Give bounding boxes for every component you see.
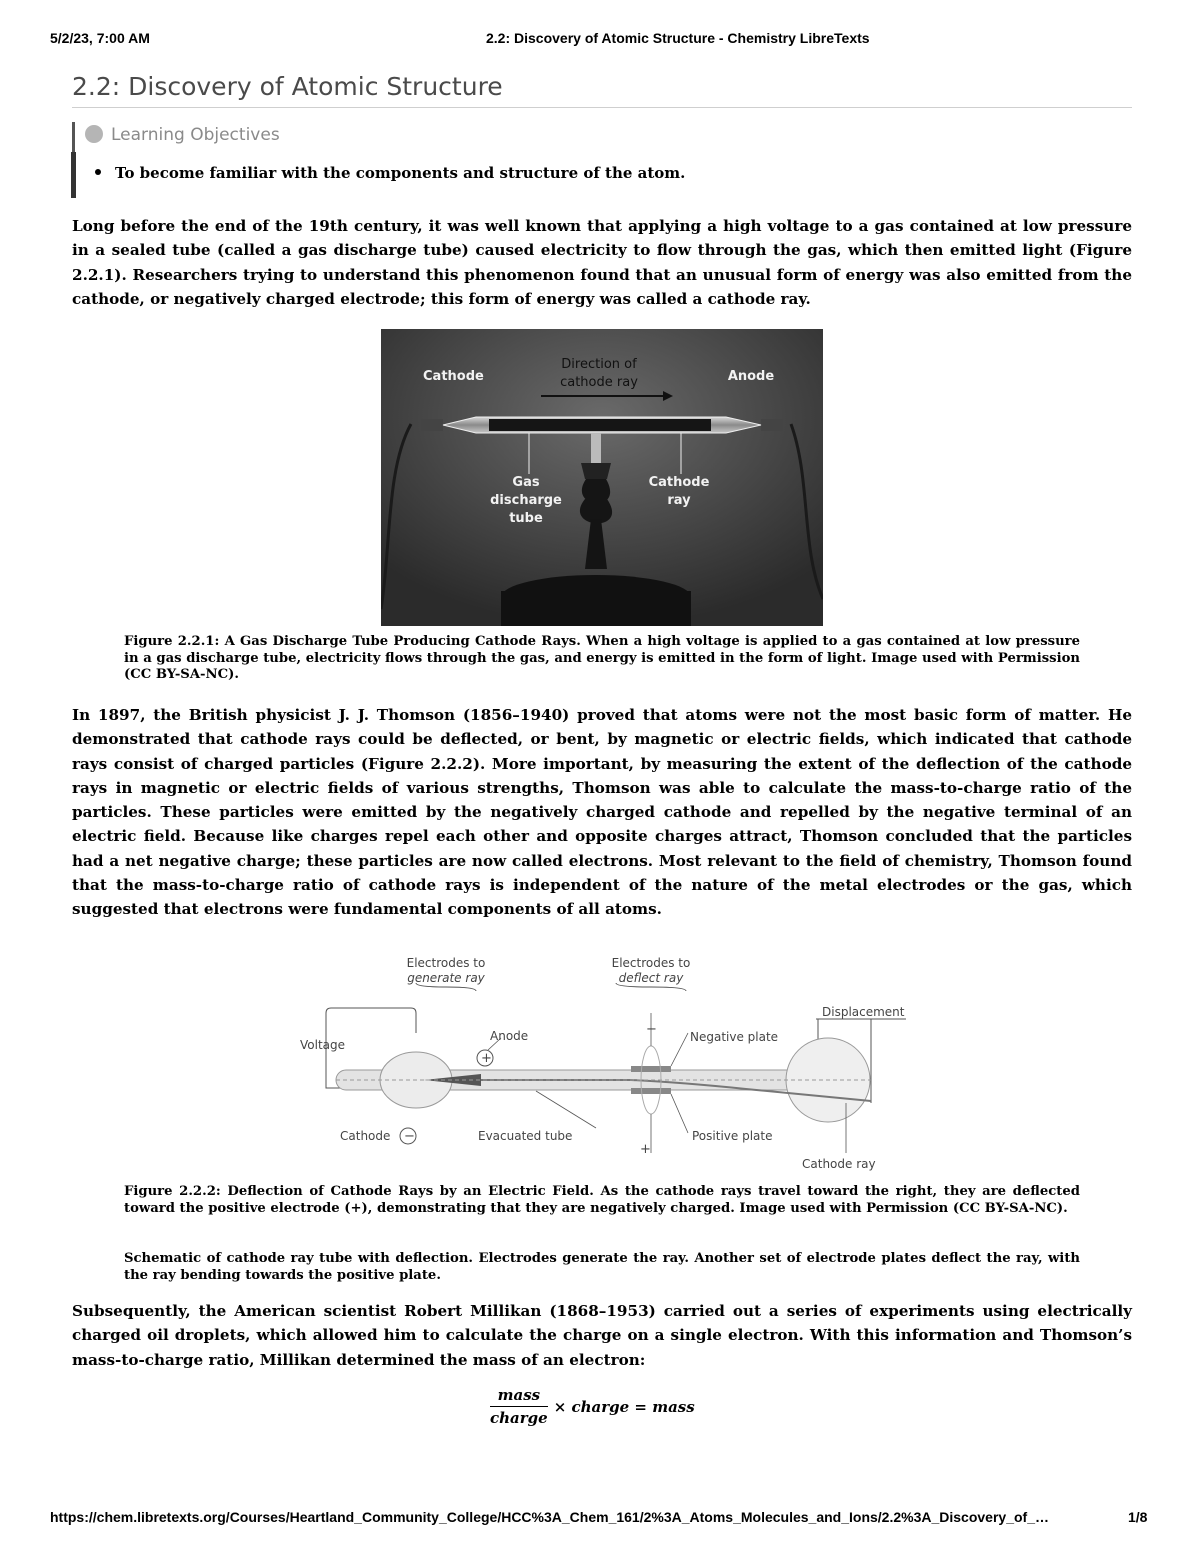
objective-text: To become familiar with the components and structure of the atom. [115,164,686,182]
fraction-denominator: charge [490,1409,548,1427]
objective-item [95,164,685,182]
cathode-minus-sign: − [404,1129,415,1144]
print-page-title: 2.2: Discovery of Atomic Structure - Chemistry LibreTexts [486,30,870,46]
left-clip [421,419,443,431]
objectives-accent-bar [71,152,76,198]
positive-pointer [671,1094,688,1133]
label-ray-2: ray [667,493,691,508]
negative-pointer [671,1033,688,1066]
label-def-1: Electrodes to [611,956,691,970]
label-displacement: Displacement [822,1005,905,1019]
right-clip [761,419,783,431]
bullet-icon [95,169,101,175]
figure2-caption: Figure 2.2.2: Deflection of Cathode Rays by an Electric Field. As the cathode rays travel toward the right, they are deflected toward the positive electrode (+), demonstrating that they are negatively charged. Image used with Permission (CC BY-SA-NC). [124,1184,1080,1216]
label-evacuated-tube: Evacuated tube [478,1129,573,1143]
label-direction-1: Direction of [561,357,637,372]
objectives-icon [85,125,103,143]
label-cathode: Cathode [340,1129,391,1143]
positive-plate [631,1088,671,1094]
mass-charge-fraction [490,1386,548,1427]
label-direction-2: cathode ray [560,375,638,390]
learning-objectives-title [85,125,280,145]
label-gas-3: tube [509,511,543,526]
deflection-schematic [296,953,906,1175]
label-voltage: Voltage [300,1038,346,1052]
mass-equation [490,1386,695,1427]
tube-pointer [536,1091,596,1128]
voltage-circuit-top [326,1008,416,1038]
label-anode: Anode [490,1029,529,1043]
tube-stem [591,433,601,463]
figure1-caption: Figure 2.2.1: A Gas Discharge Tube Producing Cathode Rays. When a high voltage is applied to a gas contained at low pressure in a gas discharge tube, electricity flows through the gas, and energy is emitted in the form of light. Image used with Permission (CC BY-SA-NC). [124,634,1080,682]
figure-cathode-ray-deflection [296,953,906,1175]
paragraph-intro: Long before the end of the 19th century, it was well known that applying a high voltage to a gas contained at low pressure in a sealed tube (called a gas discharge tube) caused electricity to flow through the gas, which then emitted light (Figure 2.2.1). Researchers trying to understand this phenomenon found that an unusual form of energy was also emitted from the cathode, or negatively charged electrode; this form of energy was called a cathode ray. [72,217,1132,308]
fraction-numerator: mass [490,1386,548,1407]
paragraph-millikan: Subsequently, the American scientist Robert Millikan (1868–1953) carried out a series of experiments using electrically charged oil droplets, which allowed him to calculate the charge on a single electron. With this information and Thomson’s mass-to-charge ratio, Millikan determined the mass of an electron: [72,1302,1132,1369]
label-negative-plate: Negative plate [690,1030,779,1044]
label-ray-1: Cathode [648,475,710,490]
page-number: 1/8 [1128,1509,1148,1525]
label-anode: Anode [727,369,775,384]
print-datetime: 5/2/23, 7:00 AM [50,30,150,46]
negative-plate [631,1066,671,1072]
label-gen-2: generate ray [407,971,485,985]
label-gas-2: discharge [490,493,562,508]
page-title: 2.2: Discovery of Atomic Structure [72,72,1132,108]
print-url: https://chem.libretexts.org/Courses/Heartland_Community_College/HCC%3A_Chem_161/2%3A_Atoms_Molecules_and_Ions/2.2%3A_Discovery_of_… [50,1509,1049,1525]
cathode-ray-band [489,419,711,431]
label-cathode: Cathode [423,369,484,384]
gas-discharge-tube-illustration [381,329,823,626]
label-gen-1: Electrodes to [406,956,486,970]
positive-plus-sign: + [640,1142,651,1157]
learning-objectives-box [72,122,1135,198]
equation-rest: × charge = mass [553,1397,695,1416]
label-gas-1: Gas [512,475,540,490]
figure2-description: Schematic of cathode ray tube with deflection. Electrodes generate the ray. Another set of electrode plates deflect the ray, with the ray bending towards the positive plate. [124,1251,1080,1283]
label-def-2: deflect ray [618,971,684,985]
stand-neck [580,479,612,523]
stand-base-lower [501,591,691,626]
stand-collar [581,463,611,479]
paragraph-thomson: In 1897, the British physicist J. J. Thomson (1856–1940) proved that atoms were not the most basic form of matter. He demonstrated that cathode rays could be deflected, or bent, by magnetic or electric fields, which indicated that cathode rays consist of charged particles (Figure 2.2.2). More important, by measuring the extent of the deflection of the cathode rays in magnetic or electric fields of various strengths, Thomson was able to calculate the mass-to-charge ratio of the particles. These particles were emitted by the negatively charged cathode and repelled by the negative terminal of an electric field. Because like charges repel each other and opposite charges attract, Thomson concluded that the particles had a net negative charge; these particles are now called electrons. Most relevant to the field of chemistry, Thomson found that the mass-to-charge ratio of cathode rays is independent of the nature of the metal electrodes or the gas, which suggested that electrons were fundamental components of all atoms. [72,706,1132,919]
learning-objectives-label: Learning Objectives [111,125,280,145]
label-cathode-ray: Cathode ray [802,1157,876,1171]
label-positive-plate: Positive plate [692,1129,773,1143]
negative-minus-sign: − [646,1022,657,1037]
anode-plus-sign: + [481,1051,492,1066]
figure-gas-discharge-tube [381,329,823,626]
